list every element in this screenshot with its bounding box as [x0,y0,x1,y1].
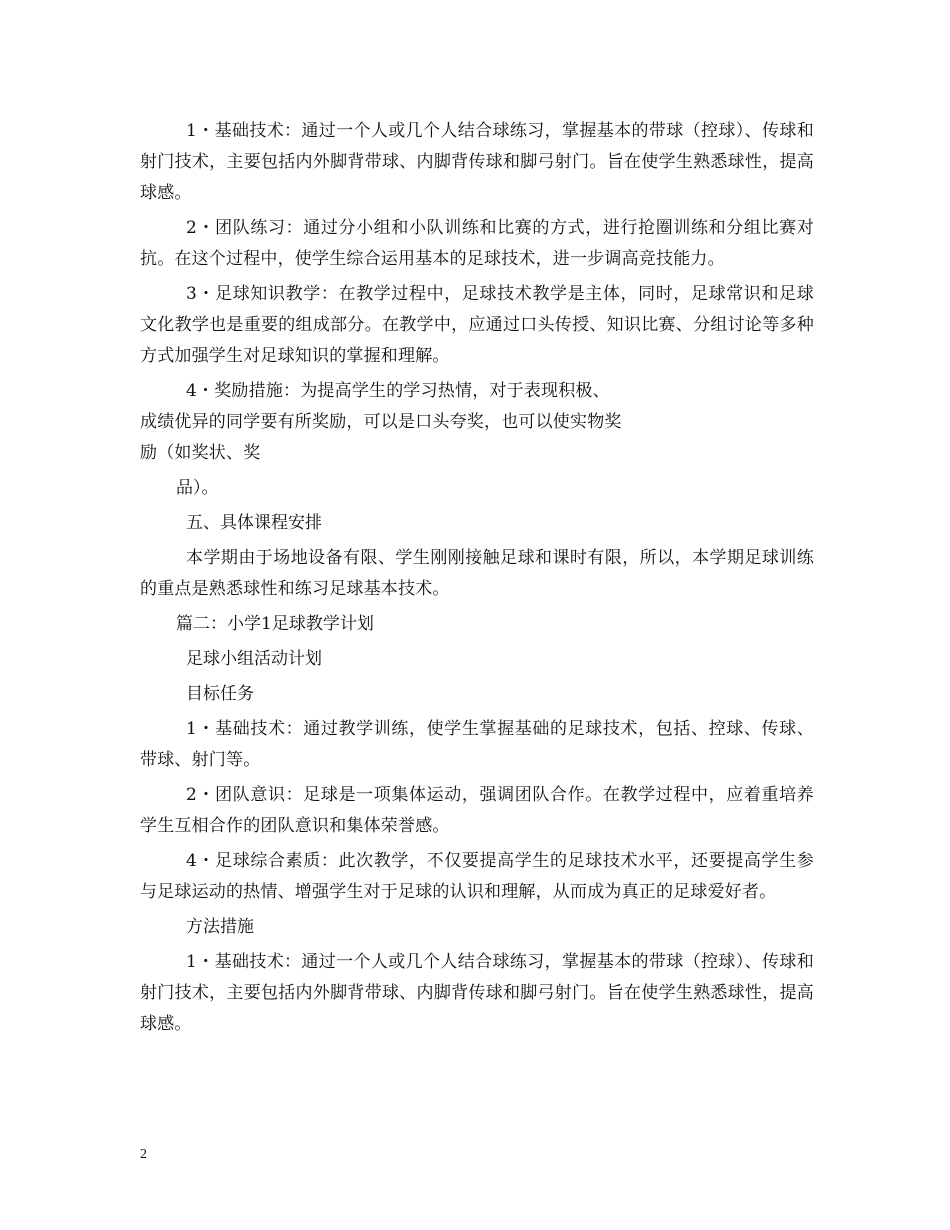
document-body [140,116,814,1044]
paragraph-team-practice: 2・团队练习：通过分小组和小队训练和比赛的方式，进行抢圈训练和分组比赛对抗。在这个过程中，使学生综合运用基本的足球技术，进一步调高竞技能力。 [140,218,814,269]
paragraph-goal-overall-quality: 4・足球综合素质：此次教学，不仅要提高学生的足球技术水平，还要提高学生参与足球运动的热情、增强学生对于足球的认识和理解，从而成为真正的足球爱好者。 [140,851,814,902]
heading-goals: 目标任务 [186,684,254,704]
paragraph-football-knowledge: 3・足球知识教学：在教学过程中，足球技术教学是主体，同时，足球常识和足球文化教学也是重要的组成部分。在教学中，应通过口头传授、知识比赛、分组讨论等多种方式加强学生对足球知识的掌握和理解。 [140,284,814,366]
heading-group-activity-plan: 足球小组活动计划 [186,649,322,669]
heading-course-arrangement: 五、具体课程安排 [186,513,322,533]
heading-methods: 方法措施 [186,917,254,937]
paragraph-rewards-continuation: 品）。 [176,478,219,498]
paragraph-rewards: 4・奖励措施：为提高学生的学习热情，对于表现积极、成绩优异的同学要有所奖励，可以是口头夸奖，也可以使实物奖励（如奖状、奖 [140,381,622,463]
paragraph-goal-team-spirit: 2・团队意识：足球是一项集体运动，强调团队合作。在教学过程中，应着重培养学生互相合作的团队意识和集体荣誉感。 [140,785,814,836]
paragraph-basic-skills: 1・基础技术：通过一个人或几个人结合球练习，掌握基本的带球（控球）、传球和射门技术，主要包括内外脚背带球、内脚背传球和脚弓射门。旨在使学生熟悉球性，提高球感。 [140,121,814,203]
heading-part-two: 篇二：小学1足球教学计划 [176,614,374,634]
paragraph-method-basic-skills: 1・基础技术：通过一个人或几个人结合球练习，掌握基本的带球（控球）、传球和射门技术，主要包括内外脚背带球、内脚背传球和脚弓射门。旨在使学生熟悉球性，提高球感。 [140,952,814,1034]
paragraph-semester-plan: 本学期由于场地设备有限、学生刚刚接触足球和课时有限，所以，本学期足球训练的重点是熟悉球性和练习足球基本技术。 [140,548,814,599]
page-number: 2 [140,1147,147,1162]
paragraph-goal-basic-skills: 1・基础技术：通过教学训练，使学生掌握基础的足球技术，包括、控球、传球、带球、射门等。 [140,719,814,770]
